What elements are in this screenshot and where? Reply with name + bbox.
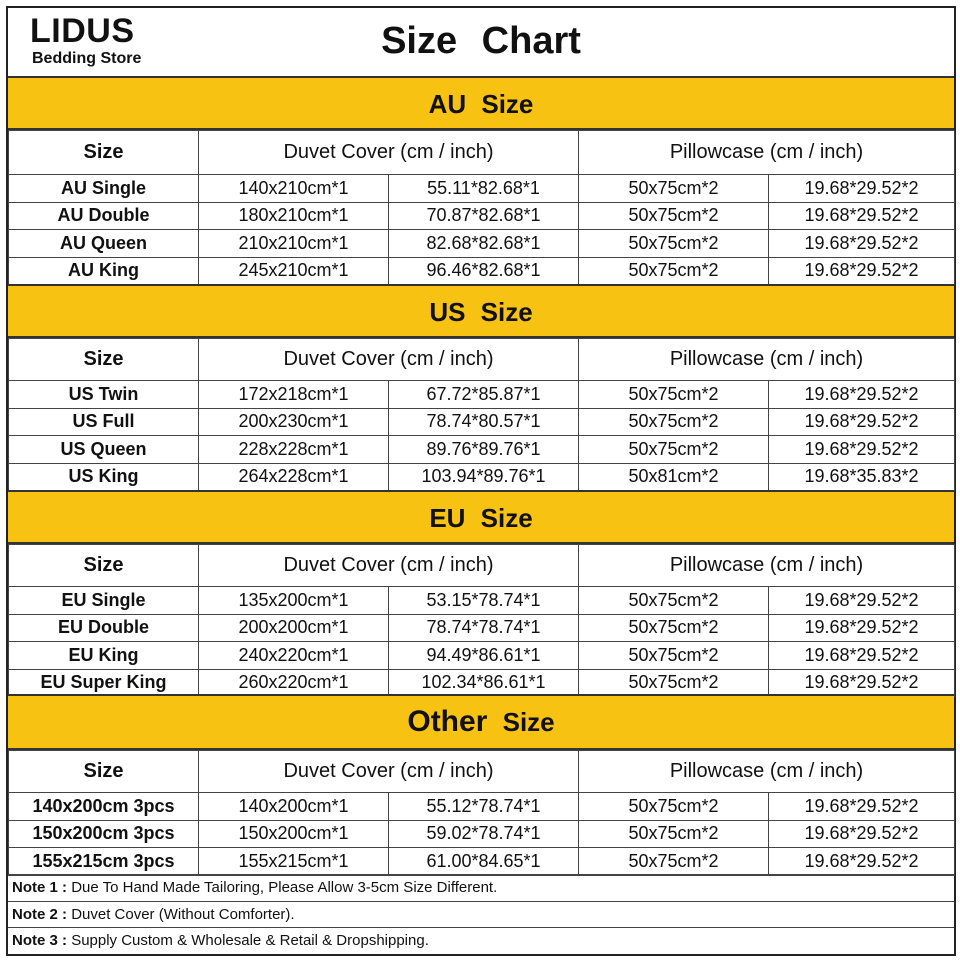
- pillow-cm: 50x75cm*2: [579, 436, 769, 464]
- pillow-cm: 50x75cm*2: [579, 587, 769, 615]
- pillow-cm: 50x75cm*2: [579, 820, 769, 848]
- table-row: [9, 820, 955, 848]
- table-row: [9, 257, 955, 285]
- duvet-inch: 103.94*89.76*1: [389, 463, 579, 491]
- duvet-inch: 102.34*86.61*1: [389, 669, 579, 697]
- table-row: [9, 793, 955, 821]
- band-label-size: Size: [502, 707, 555, 737]
- duvet-cm: 140x200cm*1: [199, 793, 389, 821]
- pillow-cm: 50x75cm*2: [579, 793, 769, 821]
- table-header-row: [9, 545, 955, 587]
- duvet-inch: 67.72*85.87*1: [389, 381, 579, 409]
- pillow-cm: 50x75cm*2: [579, 202, 769, 230]
- duvet-inch: 55.12*78.74*1: [389, 793, 579, 821]
- duvet-inch: 78.74*80.57*1: [389, 408, 579, 436]
- duvet-inch: 78.74*78.74*1: [389, 614, 579, 642]
- header-duvet: Duvet Cover (cm / inch): [199, 545, 579, 587]
- section-band-au: AU Size: [8, 76, 954, 130]
- duvet-cm: 155x215cm*1: [199, 848, 389, 876]
- row-size: US King: [9, 463, 199, 491]
- brand-name: LIDUS: [30, 12, 135, 50]
- row-size: 140x200cm 3pcs: [9, 793, 199, 821]
- row-size: EU Double: [9, 614, 199, 642]
- duvet-cm: 228x228cm*1: [199, 436, 389, 464]
- note-key: Note 1 :: [12, 879, 68, 896]
- table-row: [9, 436, 955, 464]
- row-size: US Full: [9, 408, 199, 436]
- size-table-other: [8, 750, 955, 876]
- pillow-inch: 19.68*29.52*2: [769, 381, 955, 409]
- duvet-cm: 260x220cm*1: [199, 669, 389, 697]
- size-table-us: [8, 338, 955, 491]
- table-row: [9, 669, 955, 697]
- header-pillow: Pillowcase (cm / inch): [579, 545, 955, 587]
- duvet-cm: 210x210cm*1: [199, 230, 389, 258]
- pillow-cm: 50x75cm*2: [579, 669, 769, 697]
- table-row: [9, 381, 955, 409]
- section-band-other: [8, 694, 954, 750]
- duvet-inch: 96.46*82.68*1: [389, 257, 579, 285]
- pillow-cm: 50x75cm*2: [579, 257, 769, 285]
- pillow-cm: 50x75cm*2: [579, 175, 769, 203]
- duvet-inch: 70.87*82.68*1: [389, 202, 579, 230]
- note-text: Supply Custom & Wholesale & Retail & Dropshipping.: [71, 932, 429, 949]
- duvet-inch: 89.76*89.76*1: [389, 436, 579, 464]
- header-pillow: Pillowcase (cm / inch): [579, 131, 955, 175]
- duvet-inch: 82.68*82.68*1: [389, 230, 579, 258]
- header-size: Size: [9, 751, 199, 793]
- duvet-inch: 59.02*78.74*1: [389, 820, 579, 848]
- pillow-cm: 50x75cm*2: [579, 381, 769, 409]
- duvet-cm: 140x210cm*1: [199, 175, 389, 203]
- pillow-cm: 50x81cm*2: [579, 463, 769, 491]
- header-duvet: Duvet Cover (cm / inch): [199, 751, 579, 793]
- note-key: Note 2 :: [12, 905, 68, 923]
- chart-title: Size Chart: [381, 20, 581, 62]
- note-key: Note 3 :: [12, 932, 68, 949]
- row-size: EU Super King: [9, 669, 199, 697]
- pillow-inch: 19.68*29.52*2: [769, 436, 955, 464]
- pillow-inch: 19.68*29.52*2: [769, 793, 955, 821]
- header-pillow: Pillowcase (cm / inch): [579, 751, 955, 793]
- pillow-cm: 50x75cm*2: [579, 230, 769, 258]
- size-chart: [6, 6, 956, 956]
- table-row: [9, 408, 955, 436]
- pillow-inch: 19.68*29.52*2: [769, 587, 955, 615]
- header-size: Size: [9, 131, 199, 175]
- size-table-au: [8, 130, 955, 285]
- note-item: [8, 901, 954, 928]
- pillow-inch: 19.68*29.52*2: [769, 614, 955, 642]
- row-size: AU Single: [9, 175, 199, 203]
- row-size: EU Single: [9, 587, 199, 615]
- pillow-inch: 19.68*29.52*2: [769, 257, 955, 285]
- band-label-other: Other: [407, 705, 488, 738]
- pillow-inch: 19.68*29.52*2: [769, 848, 955, 876]
- row-size: AU King: [9, 257, 199, 285]
- header-pillow: Pillowcase (cm / inch): [579, 339, 955, 381]
- section-band-eu: EU Size: [8, 490, 954, 544]
- pillow-inch: 19.68*29.52*2: [769, 175, 955, 203]
- row-size: 150x200cm 3pcs: [9, 820, 199, 848]
- table-row: [9, 230, 955, 258]
- duvet-inch: 61.00*84.65*1: [389, 848, 579, 876]
- header-size: Size: [9, 339, 199, 381]
- section-band-us: US Size: [8, 284, 954, 338]
- table-row: [9, 614, 955, 642]
- pillow-cm: 50x75cm*2: [579, 614, 769, 642]
- chart-header: [8, 8, 954, 78]
- pillow-cm: 50x75cm*2: [579, 642, 769, 670]
- table-row: [9, 175, 955, 203]
- table-header-row: [9, 751, 955, 793]
- duvet-inch: 55.11*82.68*1: [389, 175, 579, 203]
- pillow-inch: 19.68*29.52*2: [769, 642, 955, 670]
- duvet-cm: 150x200cm*1: [199, 820, 389, 848]
- row-size: US Queen: [9, 436, 199, 464]
- pillow-cm: 50x75cm*2: [579, 408, 769, 436]
- header-duvet: Duvet Cover (cm / inch): [199, 339, 579, 381]
- note-item: [8, 927, 954, 954]
- table-row: [9, 463, 955, 491]
- duvet-cm: 180x210cm*1: [199, 202, 389, 230]
- duvet-cm: 172x218cm*1: [199, 381, 389, 409]
- table-row: [9, 642, 955, 670]
- pillow-cm: 50x75cm*2: [579, 848, 769, 876]
- header-size: Size: [9, 545, 199, 587]
- duvet-cm: 135x200cm*1: [199, 587, 389, 615]
- notes: [8, 874, 954, 954]
- note-text: Due To Hand Made Tailoring, Please Allow 3-5cm Size Different.: [71, 879, 498, 896]
- row-size: AU Queen: [9, 230, 199, 258]
- size-table-eu: [8, 544, 955, 697]
- duvet-cm: 264x228cm*1: [199, 463, 389, 491]
- duvet-cm: 200x200cm*1: [199, 614, 389, 642]
- duvet-inch: 94.49*86.61*1: [389, 642, 579, 670]
- row-size: US Twin: [9, 381, 199, 409]
- table-header-row: [9, 339, 955, 381]
- row-size: EU King: [9, 642, 199, 670]
- header-duvet: Duvet Cover (cm / inch): [199, 131, 579, 175]
- pillow-inch: 19.68*29.52*2: [769, 820, 955, 848]
- duvet-cm: 200x230cm*1: [199, 408, 389, 436]
- duvet-cm: 245x210cm*1: [199, 257, 389, 285]
- table-row: [9, 848, 955, 876]
- pillow-inch: 19.68*29.52*2: [769, 408, 955, 436]
- note-text: Duvet Cover (Without Comforter).: [71, 905, 295, 923]
- pillow-inch: 19.68*29.52*2: [769, 202, 955, 230]
- pillow-inch: 19.68*29.52*2: [769, 669, 955, 697]
- pillow-inch: 19.68*35.83*2: [769, 463, 955, 491]
- duvet-inch: 53.15*78.74*1: [389, 587, 579, 615]
- brand-tagline: Bedding Store: [32, 50, 142, 67]
- pillow-inch: 19.68*29.52*2: [769, 230, 955, 258]
- row-size: AU Double: [9, 202, 199, 230]
- duvet-cm: 240x220cm*1: [199, 642, 389, 670]
- row-size: 155x215cm 3pcs: [9, 848, 199, 876]
- table-row: [9, 587, 955, 615]
- table-header-row: [9, 131, 955, 175]
- table-row: [9, 202, 955, 230]
- note-item: [8, 874, 954, 901]
